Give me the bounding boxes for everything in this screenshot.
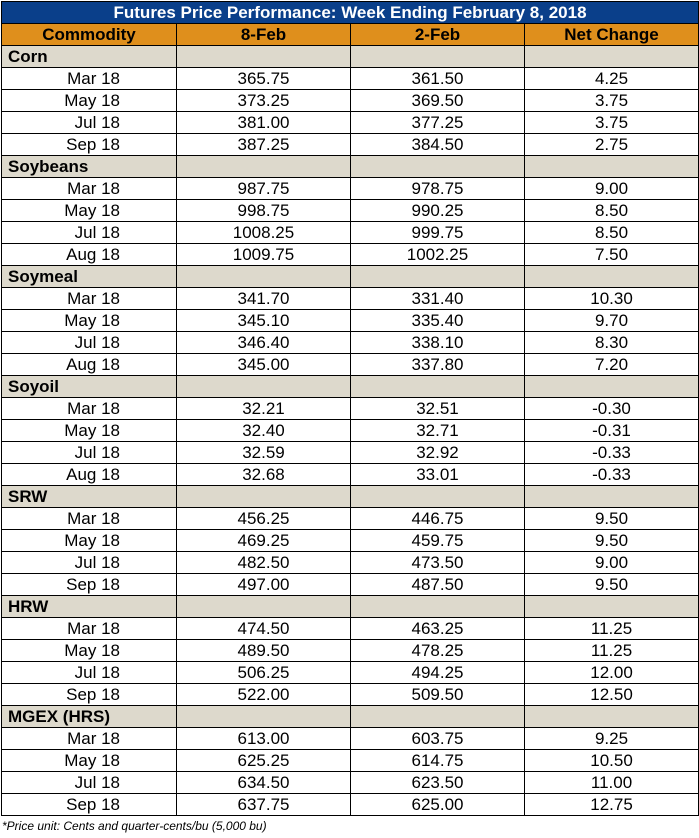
price-2-feb-cell: 361.50: [351, 68, 525, 90]
table-row: [2, 222, 699, 244]
table-row: [2, 750, 699, 772]
price-8-feb-cell: 1008.25: [177, 222, 351, 244]
contract-month-cell: May 18: [2, 90, 177, 112]
net-change-cell: 9.00: [525, 178, 699, 200]
group-name: SRW: [2, 486, 177, 508]
net-change-cell: 11.25: [525, 618, 699, 640]
price-8-feb-cell: 373.25: [177, 90, 351, 112]
table-row: [2, 508, 699, 530]
contract-month-cell: May 18: [2, 420, 177, 442]
price-2-feb-cell: 625.00: [351, 794, 525, 816]
price-2-feb-cell: 494.25: [351, 662, 525, 684]
group-empty-cell: [177, 266, 351, 288]
contract-month-cell: Sep 18: [2, 134, 177, 156]
net-change-cell: 7.20: [525, 354, 699, 376]
net-change-cell: -0.30: [525, 398, 699, 420]
net-change-cell: -0.33: [525, 442, 699, 464]
table-row: [2, 200, 699, 222]
price-2-feb-cell: 338.10: [351, 332, 525, 354]
table-row: [2, 530, 699, 552]
contract-month-cell: Mar 18: [2, 398, 177, 420]
title-row: [2, 2, 699, 24]
net-change-cell: 10.50: [525, 750, 699, 772]
group-empty-cell: [351, 266, 525, 288]
price-8-feb-cell: 489.50: [177, 640, 351, 662]
price-8-feb-cell: 32.21: [177, 398, 351, 420]
table-row: [2, 354, 699, 376]
price-8-feb-cell: 625.25: [177, 750, 351, 772]
contract-month-cell: Jul 18: [2, 222, 177, 244]
table-row: [2, 288, 699, 310]
contract-month-cell: Aug 18: [2, 354, 177, 376]
contract-month-cell: Jul 18: [2, 112, 177, 134]
contract-month-cell: Sep 18: [2, 794, 177, 816]
group-name: Soyoil: [2, 376, 177, 398]
price-8-feb-cell: 32.59: [177, 442, 351, 464]
net-change-cell: 7.50: [525, 244, 699, 266]
group-empty-cell: [525, 376, 699, 398]
price-2-feb-cell: 459.75: [351, 530, 525, 552]
table-row: [2, 772, 699, 794]
group-empty-cell: [525, 156, 699, 178]
group-row: [2, 376, 699, 398]
price-8-feb-cell: 497.00: [177, 574, 351, 596]
table-row: [2, 90, 699, 112]
group-empty-cell: [177, 706, 351, 728]
net-change-cell: 11.00: [525, 772, 699, 794]
price-2-feb-cell: 463.25: [351, 618, 525, 640]
net-change-cell: 9.50: [525, 574, 699, 596]
price-2-feb-cell: 614.75: [351, 750, 525, 772]
table-row: [2, 244, 699, 266]
price-2-feb-cell: 999.75: [351, 222, 525, 244]
contract-month-cell: Mar 18: [2, 618, 177, 640]
group-empty-cell: [351, 596, 525, 618]
net-change-cell: 9.00: [525, 552, 699, 574]
group-name: HRW: [2, 596, 177, 618]
table-body: [2, 46, 699, 816]
group-row: [2, 706, 699, 728]
price-8-feb-cell: 341.70: [177, 288, 351, 310]
net-change-cell: 11.25: [525, 640, 699, 662]
price-2-feb-cell: 32.71: [351, 420, 525, 442]
price-8-feb-cell: 506.25: [177, 662, 351, 684]
net-change-cell: 9.25: [525, 728, 699, 750]
price-8-feb-cell: 345.00: [177, 354, 351, 376]
contract-month-cell: May 18: [2, 750, 177, 772]
price-8-feb-cell: 387.25: [177, 134, 351, 156]
contract-month-cell: May 18: [2, 640, 177, 662]
contract-month-cell: May 18: [2, 530, 177, 552]
table-row: [2, 574, 699, 596]
table-title: Futures Price Performance: Week Ending February 8, 2018: [2, 2, 699, 24]
price-8-feb-cell: 634.50: [177, 772, 351, 794]
contract-month-cell: May 18: [2, 310, 177, 332]
group-name: MGEX (HRS): [2, 706, 177, 728]
contract-month-cell: Mar 18: [2, 178, 177, 200]
price-8-feb-cell: 482.50: [177, 552, 351, 574]
net-change-cell: 12.00: [525, 662, 699, 684]
group-empty-cell: [177, 486, 351, 508]
price-2-feb-cell: 32.51: [351, 398, 525, 420]
price-8-feb-cell: 522.00: [177, 684, 351, 706]
net-change-cell: 12.75: [525, 794, 699, 816]
net-change-cell: 3.75: [525, 112, 699, 134]
table-row: [2, 178, 699, 200]
price-2-feb-cell: 1002.25: [351, 244, 525, 266]
price-8-feb-cell: 32.40: [177, 420, 351, 442]
group-empty-cell: [351, 706, 525, 728]
price-2-feb-cell: 32.92: [351, 442, 525, 464]
header-2-feb: 2-Feb: [351, 24, 525, 46]
net-change-cell: 2.75: [525, 134, 699, 156]
price-8-feb-cell: 474.50: [177, 618, 351, 640]
group-empty-cell: [351, 156, 525, 178]
table-row: [2, 552, 699, 574]
price-2-feb-cell: 446.75: [351, 508, 525, 530]
group-row: [2, 156, 699, 178]
group-empty-cell: [177, 156, 351, 178]
contract-month-cell: Sep 18: [2, 684, 177, 706]
price-2-feb-cell: 384.50: [351, 134, 525, 156]
net-change-cell: 8.30: [525, 332, 699, 354]
header-8-feb: 8-Feb: [177, 24, 351, 46]
price-8-feb-cell: 613.00: [177, 728, 351, 750]
contract-month-cell: Jul 18: [2, 332, 177, 354]
group-name: Soymeal: [2, 266, 177, 288]
price-2-feb-cell: 473.50: [351, 552, 525, 574]
table-row: [2, 662, 699, 684]
group-empty-cell: [177, 596, 351, 618]
table-row: [2, 728, 699, 750]
group-row: [2, 266, 699, 288]
price-2-feb-cell: 487.50: [351, 574, 525, 596]
group-empty-cell: [351, 486, 525, 508]
price-2-feb-cell: 331.40: [351, 288, 525, 310]
table-row: [2, 112, 699, 134]
net-change-cell: 9.50: [525, 530, 699, 552]
contract-month-cell: Mar 18: [2, 728, 177, 750]
price-8-feb-cell: 345.10: [177, 310, 351, 332]
group-empty-cell: [177, 376, 351, 398]
table-row: [2, 794, 699, 816]
group-row: [2, 46, 699, 68]
table-row: [2, 442, 699, 464]
contract-month-cell: Aug 18: [2, 244, 177, 266]
price-8-feb-cell: 987.75: [177, 178, 351, 200]
group-row: [2, 486, 699, 508]
contract-month-cell: May 18: [2, 200, 177, 222]
net-change-cell: 3.75: [525, 90, 699, 112]
footnote: *Price unit: Cents and quarter-cents/bu (5,000 bu): [2, 819, 267, 833]
table-row: [2, 68, 699, 90]
group-empty-cell: [525, 706, 699, 728]
table-row: [2, 310, 699, 332]
contract-month-cell: Jul 18: [2, 772, 177, 794]
group-empty-cell: [525, 266, 699, 288]
price-2-feb-cell: 377.25: [351, 112, 525, 134]
table-row: [2, 134, 699, 156]
table-row: [2, 618, 699, 640]
price-2-feb-cell: 369.50: [351, 90, 525, 112]
group-empty-cell: [351, 46, 525, 68]
group-empty-cell: [525, 486, 699, 508]
group-name: Corn: [2, 46, 177, 68]
header-row: [2, 24, 699, 46]
price-8-feb-cell: 32.68: [177, 464, 351, 486]
price-2-feb-cell: 990.25: [351, 200, 525, 222]
contract-month-cell: Jul 18: [2, 662, 177, 684]
contract-month-cell: Mar 18: [2, 68, 177, 90]
contract-month-cell: Sep 18: [2, 574, 177, 596]
group-empty-cell: [525, 596, 699, 618]
price-8-feb-cell: 1009.75: [177, 244, 351, 266]
group-empty-cell: [351, 376, 525, 398]
table-row: [2, 332, 699, 354]
price-8-feb-cell: 469.25: [177, 530, 351, 552]
net-change-cell: 12.50: [525, 684, 699, 706]
price-2-feb-cell: 509.50: [351, 684, 525, 706]
price-2-feb-cell: 337.80: [351, 354, 525, 376]
table-row: [2, 640, 699, 662]
net-change-cell: 10.30: [525, 288, 699, 310]
price-8-feb-cell: 381.00: [177, 112, 351, 134]
table-row: [2, 420, 699, 442]
price-2-feb-cell: 33.01: [351, 464, 525, 486]
futures-price-table: [1, 1, 699, 816]
price-2-feb-cell: 335.40: [351, 310, 525, 332]
price-8-feb-cell: 365.75: [177, 68, 351, 90]
contract-month-cell: Jul 18: [2, 552, 177, 574]
group-name: Soybeans: [2, 156, 177, 178]
group-empty-cell: [525, 46, 699, 68]
contract-month-cell: Mar 18: [2, 508, 177, 530]
price-2-feb-cell: 978.75: [351, 178, 525, 200]
net-change-cell: 9.70: [525, 310, 699, 332]
contract-month-cell: Jul 18: [2, 442, 177, 464]
contract-month-cell: Mar 18: [2, 288, 177, 310]
table-row: [2, 464, 699, 486]
table-row: [2, 398, 699, 420]
net-change-cell: 9.50: [525, 508, 699, 530]
net-change-cell: 4.25: [525, 68, 699, 90]
table-row: [2, 684, 699, 706]
net-change-cell: -0.33: [525, 464, 699, 486]
price-8-feb-cell: 456.25: [177, 508, 351, 530]
header-net-change: Net Change: [525, 24, 699, 46]
net-change-cell: -0.31: [525, 420, 699, 442]
price-8-feb-cell: 346.40: [177, 332, 351, 354]
contract-month-cell: Aug 18: [2, 464, 177, 486]
header-commodity: Commodity: [2, 24, 177, 46]
price-2-feb-cell: 478.25: [351, 640, 525, 662]
price-2-feb-cell: 623.50: [351, 772, 525, 794]
price-2-feb-cell: 603.75: [351, 728, 525, 750]
price-8-feb-cell: 637.75: [177, 794, 351, 816]
group-row: [2, 596, 699, 618]
group-empty-cell: [177, 46, 351, 68]
futures-table-container: [1, 1, 698, 816]
net-change-cell: 8.50: [525, 222, 699, 244]
net-change-cell: 8.50: [525, 200, 699, 222]
price-8-feb-cell: 998.75: [177, 200, 351, 222]
